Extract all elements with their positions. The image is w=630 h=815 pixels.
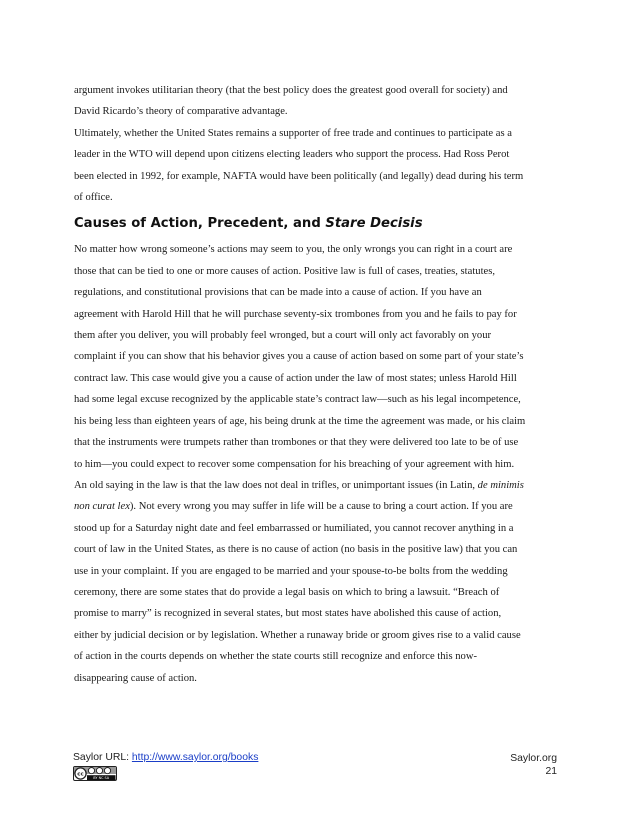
text-line: either by judicial decision or by legislation. Whether a runaway bride or groom gives rise to a valid cause [74,629,521,641]
text-line: to him—you could expect to recover some compensation for his breaching of your agreement with him. [74,458,515,470]
text-line: Ultimately, whether the United States remains a supporter of free trade and continues to participate as a [74,127,512,139]
text-line: them after you deliver, you will probably feel wronged, but a court will only act favorably on your [74,330,492,342]
text-line: had some legal excuse recognized by the applicable state’s contract law—such as his legal incompetence, [74,394,521,406]
text-line: stood up for a Saturday night date and feel embarrassed or humiliated, you cannot recover anything in a [74,522,514,534]
text-line: of action in the courts depends on whether the state courts still recognize and enforce this now- [74,651,478,663]
saylor-books-link[interactable]: http://www.saylor.org/books [131,752,259,763]
text-line: of office. [74,192,113,204]
section-heading [74,213,562,235]
text-line: that the instruments were trumpets rather than trombones or that they were delivered too late to be of use [74,437,519,449]
svg-text:cc: cc [77,771,84,778]
text-run: ). Not every wrong you may suffer in life will be a cause to bring a court action. If you are [129,501,513,513]
text-line: use in your complaint. If you are engaged to be married and your spouse-to-be bolts from the wedding [74,565,508,577]
footer-site: Saylor.org [510,753,557,764]
paragraph-intro [74,80,562,123]
paragraph-causes-of-action [74,239,562,474]
text-line: ceremony, there are some states that do provide a legal basis on which to bring a lawsuit. “Breach of [74,586,500,598]
body-text [74,80,562,689]
text-line: disappearing cause of action. [74,672,197,684]
text-line [74,496,562,517]
text-line: court of law in the United States, as there is no cause of action (no basis in the positive law) that you can [74,544,518,556]
text-line: No matter how wrong someone’s actions may seem to you, the only wrongs you can right in a court are [74,244,513,256]
text-run: An old saying in the law is that the law does not deal in trifles, or unimportant issues (in Latin, [74,479,478,491]
text-line: complaint if you can show that his behavior gives you a cause of action based on some part of your state’s [74,351,524,363]
text-line: his being less than eighteen years of age, his being drunk at the time the agreement was made, or his claim [74,415,526,427]
heading-text: Causes of Action, Precedent, and [74,216,326,232]
paragraph-de-minimis [74,475,562,689]
text-line: leader in the WTO will depend upon citizens electing leaders who support the process. Had Ross Perot [74,149,510,161]
license-badge-label: BY NC SA [93,776,110,781]
text-line: contract law. This case would give you a cause of action under the law of most states; unless Harold Hill [74,372,517,384]
footer-page-info [495,752,557,778]
latin-phrase: non curat lex [74,501,130,513]
footer-source [73,752,258,763]
text-line [74,475,562,496]
footer-url-label: Saylor URL: [73,752,132,763]
heading-italic: Stare Decisis [325,216,423,232]
latin-phrase: de minimis [477,479,524,491]
page-number: 21 [545,766,557,777]
text-line: regulations, and constitutional provisions that can be made into a cause of action. If you have an [74,287,482,299]
text-line: argument invokes utilitarian theory (that the best policy does the greatest good overall for society) and [74,85,508,96]
text-line: agreement with Harold Hill that he will purchase seventy-six trombones from you and he fails to pay for [74,308,517,320]
paragraph-ultimately [74,123,562,209]
text-line: David Ricardo’s theory of comparative advantage. [74,106,288,118]
creative-commons-license-icon[interactable] [73,766,117,781]
text-line: promise to marry” is recognized in several states, but most states have abolished this cause of action, [74,608,502,620]
text-line: been elected in 1992, for example, NAFTA would have been politically (and legally) dead during his term [74,170,524,182]
text-line: those that can be tied to one or more causes of action. Positive law is full of cases, treaties, statutes, [74,265,495,277]
